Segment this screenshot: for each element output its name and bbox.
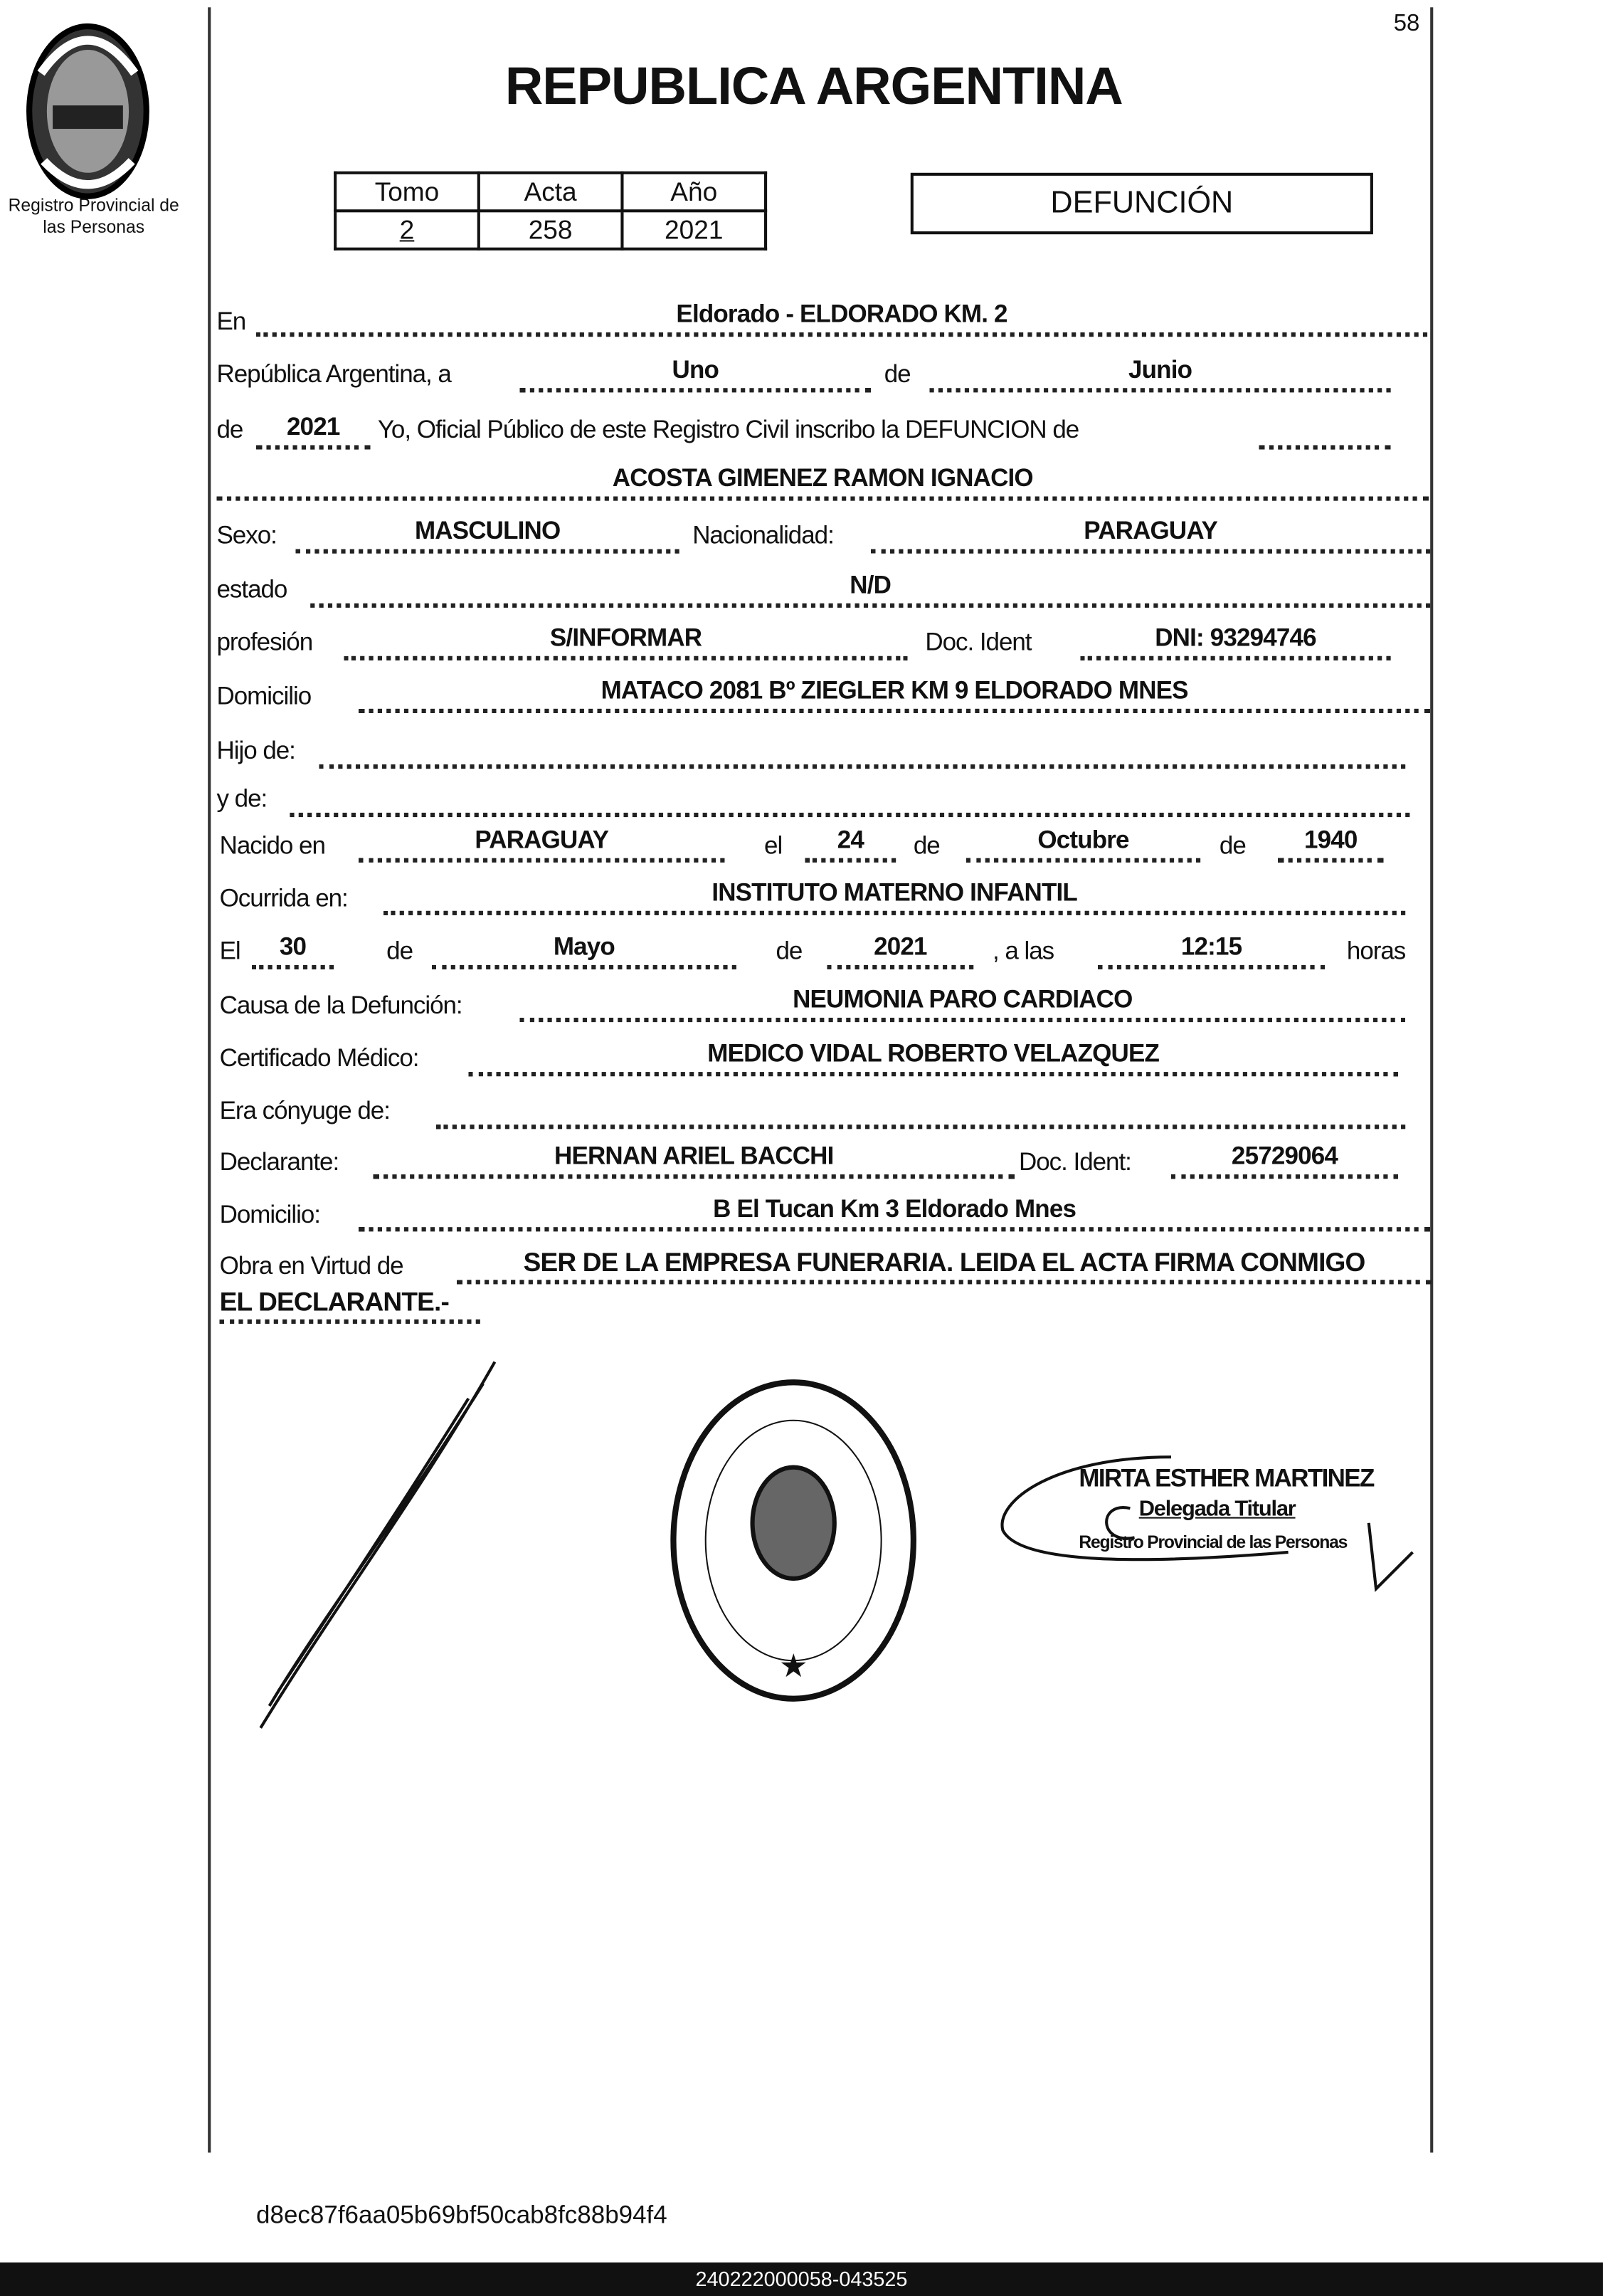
y-de-label: y de: — [216, 784, 268, 813]
medical-certificate-field: MEDICO VIDAL ROBERTO VELAZQUEZ — [468, 1040, 1398, 1076]
declarant-field: HERNAN ARIEL BACCHI — [374, 1142, 1015, 1179]
mother-field — [290, 781, 1409, 817]
deceased-name-field: ACOSTA GIMENEZ RAMON IGNACIO — [217, 464, 1429, 500]
tomo-value: 2 — [335, 211, 479, 248]
de-label: de — [1219, 831, 1246, 860]
death-time-field: 12:15 — [1098, 933, 1325, 969]
year-field: 2021 — [256, 413, 370, 449]
profesion-label: profesión — [216, 628, 313, 656]
birthplace-field: PARAGUAY — [359, 826, 724, 862]
official-org: Registro Provincial de las Personas — [1079, 1532, 1348, 1552]
page-title: REPUBLICA ARGENTINA — [504, 56, 1123, 116]
de-label: de — [884, 360, 911, 389]
republica-label: República Argentina, a — [216, 360, 451, 389]
domicilio-label: Domicilio — [216, 682, 312, 710]
declarant-doc-field: 25729064 — [1171, 1142, 1398, 1179]
death-year-field: 2021 — [827, 933, 973, 969]
place-of-death-field: INSTITUTO MATERNO INFANTIL — [383, 878, 1405, 915]
declarant-doc-label: Doc. Ident: — [1019, 1148, 1131, 1176]
registry-caption — [0, 195, 196, 239]
estado-label: estado — [216, 575, 287, 604]
en-label: En — [216, 307, 246, 336]
svg-text:★: ★ — [778, 1647, 808, 1684]
declarante-label: Declarante: — [219, 1148, 339, 1176]
acta-table — [334, 172, 767, 251]
header-ano: Año — [622, 173, 766, 211]
ocurrida-label: Ocurrida en: — [219, 884, 348, 912]
cause-of-death-field: NEUMONIA PARO CARDIACO — [519, 986, 1405, 1022]
header-acta: Acta — [479, 173, 623, 211]
doc-type-box: DEFUNCIÓN — [911, 173, 1373, 234]
domicilio-2-label: Domicilio: — [219, 1201, 320, 1229]
de-label: de — [913, 831, 940, 860]
marital-status-field: N/D — [310, 571, 1430, 607]
de-label: de — [776, 937, 803, 965]
address-field: MATACO 2081 Bº ZIEGLER KM 9 ELDORADO MNES — [359, 677, 1430, 713]
certificado-label: Certificado Médico: — [219, 1043, 419, 1073]
profession-field: S/INFORMAR — [344, 623, 908, 660]
de-label: de — [386, 937, 413, 965]
el-label: el — [764, 831, 783, 860]
caption-line-2: las Personas — [43, 216, 145, 238]
blank-field — [1259, 413, 1390, 449]
horas-label: horas — [1346, 937, 1406, 965]
caption-line-1: Registro Provincial de — [8, 194, 179, 216]
acta-value: 258 — [479, 211, 623, 248]
birth-month-field: Octubre — [966, 826, 1200, 862]
day-field: Uno — [519, 356, 871, 392]
nacido-label: Nacido en — [219, 831, 325, 860]
page-number: 58 — [1393, 11, 1420, 37]
place-field: Eldorado - ELDORADO KM. 2 — [256, 300, 1427, 337]
declarant-address-field: B El Tucan Km 3 Eldorado Mnes — [359, 1195, 1430, 1231]
yo-text: Yo, Oficial Público de este Registro Civil inscribo la DEFUNCION de — [377, 416, 1079, 444]
reason-field-line-2: EL DECLARANTE.- — [220, 1287, 480, 1324]
header-tomo: Tomo — [335, 173, 479, 211]
death-month-field: Mayo — [432, 933, 736, 969]
father-field — [319, 732, 1406, 769]
official-role: Delegada Titular — [1138, 1496, 1296, 1522]
de-label: de — [216, 416, 243, 444]
sex-field: MASCULINO — [296, 517, 679, 553]
official-stamp — [666, 1376, 922, 1706]
footer-id-bar: 240222000058-043525 — [0, 2263, 1603, 2296]
doc-ident-field: DNI: 93294746 — [1080, 623, 1390, 660]
obra-label: Obra en Virtud de — [219, 1252, 403, 1280]
doc-ident-label: Doc. Ident — [925, 628, 1032, 656]
month-field: Junio — [930, 356, 1391, 392]
hijo-de-label: Hijo de: — [216, 736, 295, 765]
nationality-field: PARAGUAY — [871, 517, 1430, 553]
death-day-field: 30 — [252, 933, 334, 969]
conyuge-label: Era cónyuge de: — [219, 1097, 390, 1125]
el-label: El — [219, 937, 240, 965]
sexo-label: Sexo: — [216, 521, 277, 549]
document-hash: d8ec87f6aa05b69bf50cab8fc88b94f4 — [256, 2201, 667, 2229]
ano-value: 2021 — [622, 211, 766, 248]
a-las-label: , a las — [992, 937, 1054, 965]
birth-year-field: 1940 — [1278, 826, 1383, 862]
birth-day-field: 24 — [805, 826, 896, 862]
right-margin-line — [1430, 7, 1433, 2152]
declarant-signature — [249, 1354, 512, 1735]
reason-field-line-1: SER DE LA EMPRESA FUNERARIA. LEIDA EL ACTA FIRMA CONMIGO — [457, 1248, 1432, 1284]
spouse-field — [436, 1092, 1405, 1129]
official-name: MIRTA ESTHER MARTINEZ — [1079, 1464, 1374, 1492]
nacionalidad-label: Nacionalidad: — [692, 521, 834, 549]
causa-label: Causa de la Defunción: — [219, 991, 462, 1020]
left-margin-line — [208, 7, 211, 2152]
province-seal-logo — [11, 15, 164, 216]
